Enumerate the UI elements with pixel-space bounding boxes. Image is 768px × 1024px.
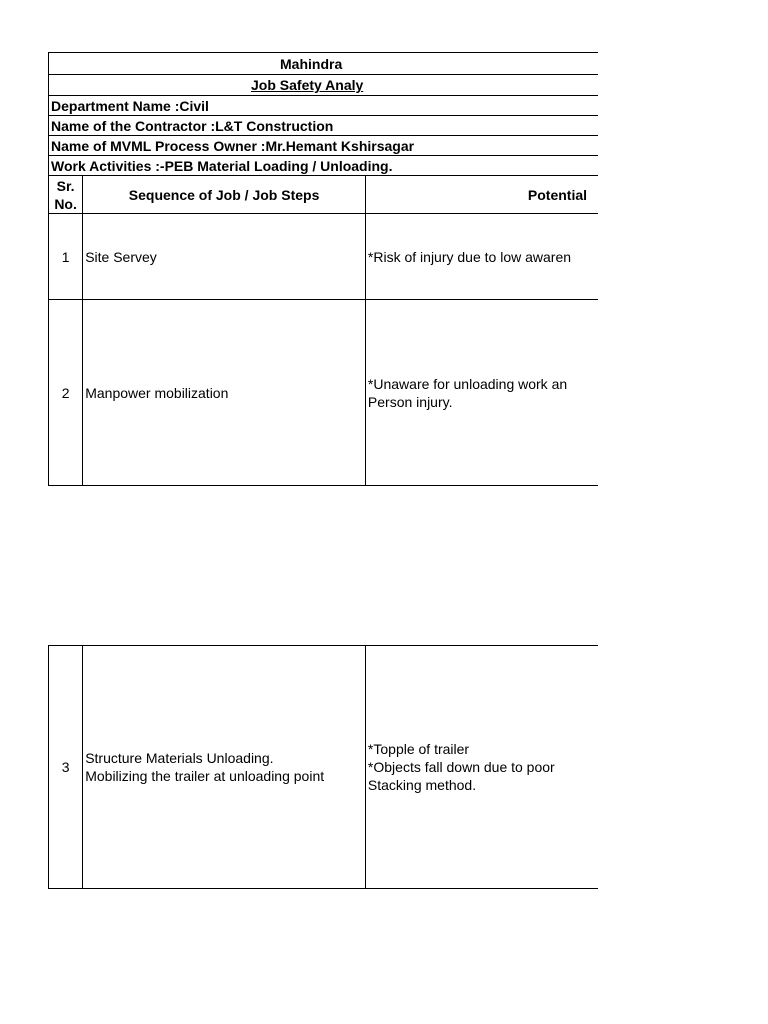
row-job-step: Structure Materials Unloading. Mobilizing the trailer at unloading point [83, 646, 366, 889]
jsa-sheet-page1 [48, 52, 598, 486]
row-potential-hazard: *Unaware for unloading work an Person injury. [365, 300, 598, 486]
contractor-name: Name of the Contractor :L&T Construction [49, 116, 599, 136]
company-title: Mahindra [280, 55, 343, 72]
row-potential-hazard: *Risk of injury due to low awaren [365, 214, 598, 300]
jsa-table-continued [48, 645, 598, 889]
row-job-step: Manpower mobilization [83, 300, 366, 486]
row-potential-hazard: *Topple of trailer *Objects fall down due to poor Stacking method. [365, 646, 598, 889]
work-activities: Work Activities :-PEB Material Loading / Unloading. [49, 156, 599, 176]
document-title: Job Safety Analy [251, 77, 364, 93]
col-header-potential-cell [365, 176, 598, 214]
department-name: Department Name :Civil [49, 96, 599, 116]
row-sr-no: 1 [49, 214, 83, 300]
document-title-cell [49, 75, 599, 96]
col-header-sequence: Sequence of Job / Job Steps [83, 176, 366, 214]
company-title-cell [49, 53, 599, 75]
process-owner-name: Name of MVML Process Owner :Mr.Hemant Kshirsagar [49, 136, 599, 156]
col-header-potential: Potential [527, 186, 588, 203]
col-header-sr-no: Sr. No. [49, 176, 83, 214]
table-row [49, 646, 599, 889]
table-row [49, 214, 599, 300]
row-sr-no: 3 [49, 646, 83, 889]
jsa-sheet-page2 [48, 645, 598, 889]
row-sr-no: 2 [49, 300, 83, 486]
table-row [49, 300, 599, 486]
row-job-step: Site Servey [83, 214, 366, 300]
jsa-table [48, 52, 598, 486]
